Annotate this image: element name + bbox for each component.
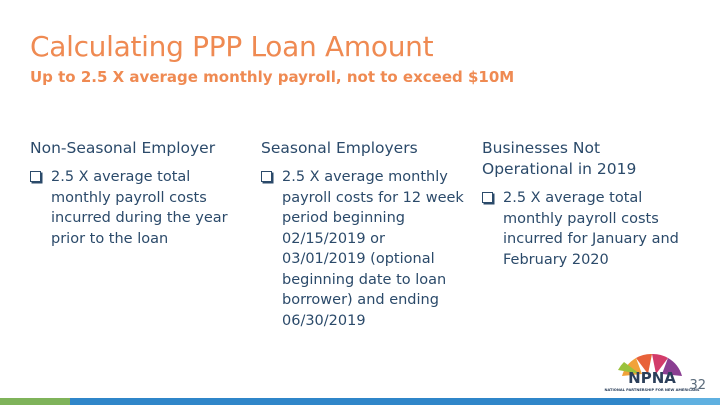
column-heading: Non-Seasonal Employer <box>30 139 216 157</box>
list-item-text: 2.5 X average total monthly payroll costs incurred for January and February 2020 <box>503 190 679 268</box>
list-item <box>30 167 245 249</box>
checkbox-bullet-icon <box>261 171 272 182</box>
list-item <box>261 167 471 331</box>
column-seasonal <box>261 138 471 331</box>
logo-tagline: NATIONAL PARTNERSHIP FOR NEW AMERICANS <box>604 388 700 392</box>
footer-segment-green <box>0 398 70 405</box>
footer-segment-blue <box>70 398 650 405</box>
slide-subtitle: Up to 2.5 X average monthly payroll, not to exceed $10M <box>30 68 515 86</box>
column-heading: Businesses Not Operational in 2019 <box>482 139 637 178</box>
slide-title: Calculating PPP Loan Amount <box>30 30 434 63</box>
footer-color-bar <box>0 398 720 405</box>
list-item-text: 2.5 X average monthly payroll costs for 12 week period beginning 02/15/2019 or 03/01/2019 (optional beginning date to loan borrower) and ending 06/30/2019 <box>282 169 464 329</box>
footer-segment-light-blue <box>650 398 720 405</box>
checkbox-bullet-icon <box>482 192 493 203</box>
logo-text: NPNA <box>628 369 676 387</box>
checkbox-bullet-icon <box>30 171 41 182</box>
column-heading: Seasonal Employers <box>261 139 418 157</box>
page-number: 32 <box>689 378 706 393</box>
list-item-text: 2.5 X average total monthly payroll costs incurred during the year prior to the loan <box>51 169 228 247</box>
list-item <box>482 188 682 270</box>
column-non-seasonal <box>30 138 245 249</box>
column-not-operational <box>482 138 682 270</box>
